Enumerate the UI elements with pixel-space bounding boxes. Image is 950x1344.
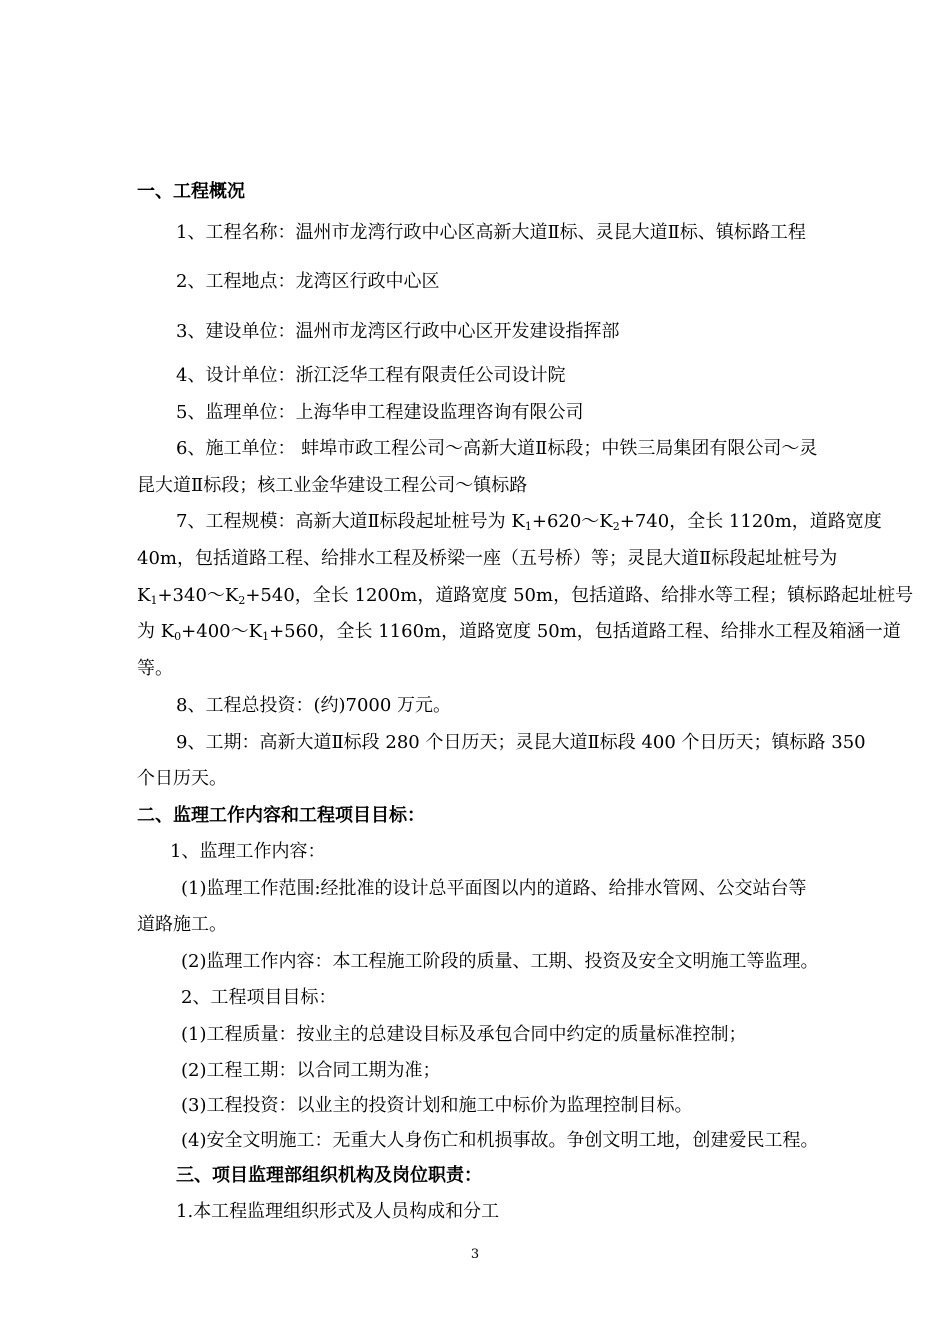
supervision-content-heading: 1、监理工作内容： [170,841,326,862]
goal-safety: (4)安全文明施工：无重大人身伤亡和机损事故。争创文明工地，创建爱民工程。 [181,1130,819,1151]
design-unit: 4、设计单位：浙江泛华工程有限责任公司设计院 [176,365,566,386]
project-goals-heading: 2、工程项目目标： [181,987,337,1008]
project-scale-line-3: $K_1+340\sim K_2+540$，全长 1200m，道路宽度 50m，包括道路、给排水等工程；镇标路起址桩号 [137,585,914,607]
construction-period-line-2: 个日历天。 [137,768,227,789]
section-heading-1: 一、工程概况 [137,181,245,202]
construction-units-line-2: 昆大道Ⅱ标段；核工业金华建设工程公司～镇标路 [137,475,528,496]
total-investment: 8、工程总投资：(约)7000 万元。 [176,695,452,716]
page-number: 3 [470,1247,480,1262]
project-scale-line-2: 40m，包括道路工程、给排水工程及桥梁一座（五号桥）等；灵昆大道Ⅱ标段起址桩号为 [137,548,838,569]
project-scale-line-5: 等。 [137,658,173,679]
project-scale-line-1: 7、工程规模：高新大道Ⅱ标段起址桩号为 $K_1+620\sim K_2+740$，全长 1120m，道路宽度 [176,511,882,533]
goal-schedule: (2)工程工期：以合同工期为准； [181,1060,441,1081]
owner-unit: 3、建设单位：温州市龙湾区行政中心区开发建设指挥部 [176,321,620,342]
project-name: 1、工程名称：温州市龙湾行政中心区高新大道Ⅱ标、灵昆大道Ⅱ标、镇标路工程 [176,222,806,243]
project-scale-line-4: 为 $K_0+400\sim K_1+560$，全长 1160m，道路宽度 50m，包括道路工程、给排水工程及箱涵一道 [137,621,901,643]
section-heading-3: 三、项目监理部组织机构及岗位职责： [176,1165,482,1186]
supervision-scope-line-2: 道路施工。 [137,914,227,935]
supervision-unit: 5、监理单位：上海华申工程建设监理咨询有限公司 [176,402,584,423]
construction-units-line-1: 6、施工单位： 蚌埠市政工程公司～高新大道Ⅱ标段；中铁三局集团有限公司～灵 [176,438,818,459]
section-heading-2: 二、监理工作内容和工程项目目标： [137,805,425,826]
organization-item-1: 1.本工程监理组织形式及人员构成和分工 [176,1201,500,1222]
goal-investment: (3)工程投资：以业主的投资计划和施工中标价为监理控制目标。 [181,1095,693,1116]
project-location: 2、工程地点：龙湾区行政中心区 [176,271,440,292]
supervision-content: (2)监理工作内容：本工程施工阶段的质量、工期、投资及安全文明施工等监理。 [181,951,819,972]
supervision-scope-line-1: (1)监理工作范围:经批准的设计总平面图以内的道路、给排水管网、公交站台等 [181,878,807,899]
goal-quality: (1)工程质量：按业主的总建设目标及承包合同中约定的质量标准控制； [181,1024,747,1045]
construction-period-line-1: 9、工期：高新大道Ⅱ标段 280 个日历天；灵昆大道Ⅱ标段 400 个日历天；镇标路 350 [176,732,866,753]
